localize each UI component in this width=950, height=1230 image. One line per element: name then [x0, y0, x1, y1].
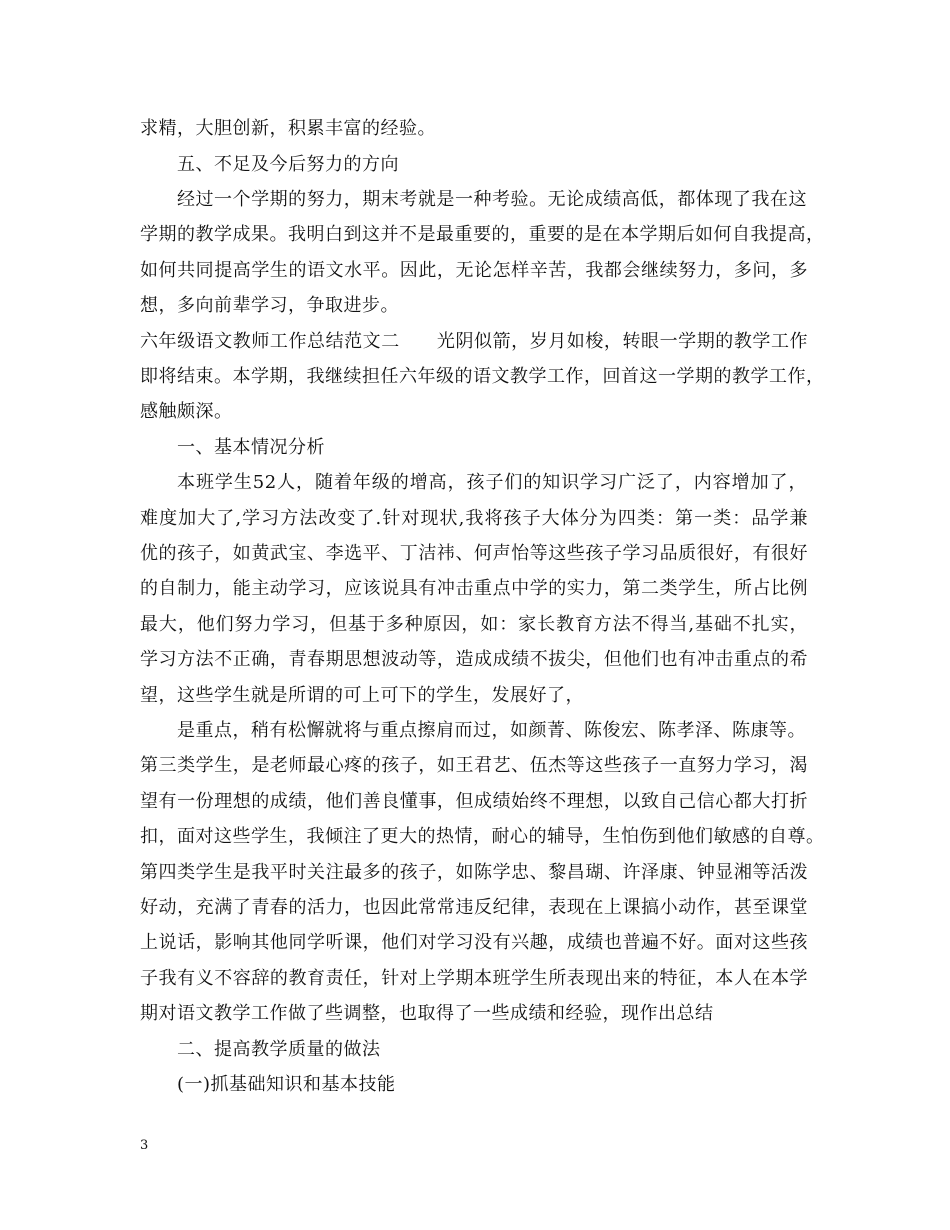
text-line: 即将结束。本学期，我继续担任六年级的语文教学工作，回首这一学期的教学工作，	[140, 366, 825, 387]
text-line: 望，这些学生就是所谓的可上可下的学生，发展好了，	[140, 685, 584, 706]
text-line: 学习方法不正确，青春期思想波动等，造成成绩不拔尖，但他们也有冲击重点的希	[140, 649, 808, 670]
text-line: 上说话，影响其他同学听课，他们对学习没有兴趣，成绩也普遍不好。面对这些孩	[140, 932, 808, 953]
text-line: 好动，充满了青春的活力，也因此常常违反纪律，表现在上课搞小动作，甚至课堂	[140, 897, 808, 918]
text-line: 如何共同提高学生的语文水平。因此，无论怎样辛苦，我都会继续努力，多问，多	[140, 260, 808, 281]
page-number: 3	[140, 1138, 149, 1153]
text-line: 难度加大了,学习方法改变了.针对现状,我将孩子大体分为四类：第一类：品学兼	[140, 508, 808, 529]
section-heading-2: 二、提高教学质量的做法	[177, 1039, 381, 1060]
text-line: 求精，大胆创新，积累丰富的经验。	[140, 118, 436, 139]
text-line: 优的孩子，如黄武宝、李选平、丁洁祎、何声怡等这些孩子学习品质很好，有很好	[140, 543, 808, 564]
text-line: 是重点，稍有松懈就将与重点擦肩而过，如颜菁、陈俊宏、陈孝泽、陈康等。	[177, 720, 806, 741]
text-line: 第四类学生是我平时关注最多的孩子，如陈学忠、黎昌瑚、许泽康、钟显湘等活泼	[140, 862, 808, 883]
text-line: 的自制力，能主动学习，应该说具有冲击重点中学的实力，第二类学生，所占比例	[140, 578, 808, 599]
text-line: 最大，他们努力学习，但基于多种原因，如：家长教育方法不得当,基础不扎实，	[140, 614, 808, 635]
text-line: 感触颇深。	[140, 401, 233, 422]
text-line: 本班学生52人，随着年级的增高，孩子们的知识学习广泛了，内容增加了，	[177, 472, 807, 493]
text-line: 第三类学生，是老师最心疼的孩子，如王君艺、伍杰等这些孩子一直努力学习，渴	[140, 755, 808, 776]
text-line: 子我有义不容辞的教育责任，针对上学期本班学生所表现出来的特征，本人在本学	[140, 968, 808, 989]
subsection-heading: (一)抓基础知识和基本技能	[177, 1074, 396, 1095]
text-line: 经过一个学期的努力，期末考就是一种考验。无论成绩高低，都体现了我在这	[177, 189, 807, 210]
section-heading-1: 一、基本情况分析	[177, 437, 325, 458]
text-line: 学期的教学成果。我明白到这并不是最重要的，重要的是在本学期后如何自我提高，	[140, 224, 825, 245]
article-title-line: 六年级语文教师工作总结范文二 光阴似箭，岁月如梭，转眼一学期的教学工作	[140, 331, 808, 352]
text-line: 想，多向前辈学习，争取进步。	[140, 295, 399, 316]
text-line: 扣，面对这些学生，我倾注了更大的热情，耐心的辅导，生怕伤到他们敏感的自尊。	[140, 826, 825, 847]
text-line: 期对语文教学工作做了些调整，也取得了一些成绩和经验，现作出总结	[140, 1003, 714, 1024]
section-heading-5: 五、不足及今后努力的方向	[177, 154, 399, 175]
text-line: 望有一份理想的成绩，他们善良懂事，但成绩始终不理想，以致自己信心都大打折	[140, 791, 808, 812]
